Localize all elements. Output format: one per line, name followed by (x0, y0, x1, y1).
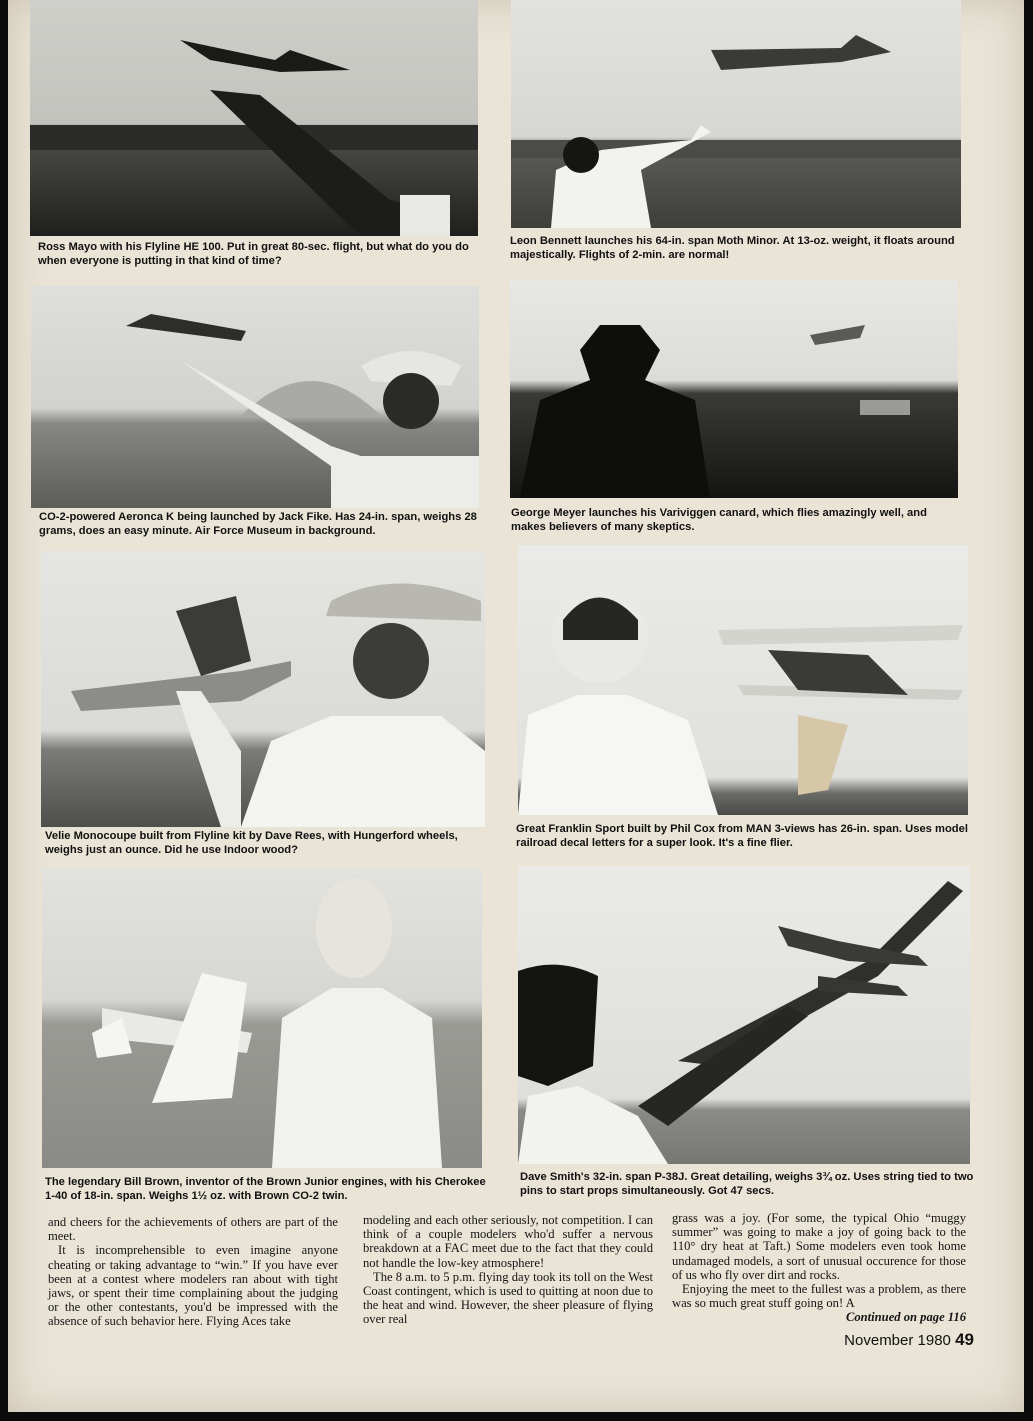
caption-7: The legendary Bill Brown, inventor of the Brown Junior engines, with his Cherokee 1-40 of 18-in. span. Weighs 1½ oz. with Brown CO-2 twin. (45, 1176, 486, 1202)
caption-2: Leon Bennett launches his 64-in. span Moth Minor. At 13-oz. weight, it floats around majestically. Flights of 2-min. are normal! (510, 235, 955, 261)
photo-velie-monocoupe (41, 551, 485, 827)
photo-george-meyer-launch (510, 280, 958, 498)
magazine-page (8, 0, 1024, 1412)
page-number: 49 (955, 1330, 974, 1349)
paragraph: and cheers for the achievements of others are part of the meet. (48, 1215, 338, 1244)
caption-3: CO-2-powered Aeronca K being launched by Jack Fike. Has 24-in. span, weighs 28 grams, does an easy minute. Air Force Museum in background. (39, 511, 477, 537)
article-column-1 (48, 1215, 338, 1329)
page-footer (812, 1330, 974, 1350)
article-column-2 (363, 1213, 653, 1327)
paragraph: Enjoying the meet to the fullest was a problem, as there was so much great stuff going on! A (672, 1282, 966, 1311)
paragraph: modeling and each other seriously, not competition. I can think of a couple modelers who'd suffer a nervous breakdown at a FAC meet due to the fact that they could not handle the low-key atmosphere! (363, 1213, 653, 1270)
caption-6: Great Franklin Sport built by Phil Cox from MAN 3-views has 26-in. span. Uses model railroad decal letters for a super look. It's a fine flier. (516, 823, 968, 849)
caption-4: George Meyer launches his Variviggen canard, which flies amazingly well, and makes believers of many skeptics. (511, 507, 927, 533)
photo-jack-fike-launch (31, 286, 479, 508)
paragraph: grass was a joy. (For some, the typical Ohio “muggy summer” was going to make a joy of going back to the 110° dry heat at Taft.) Some modelers even took home undamaged models, a sort of unusual occurence for those of us who fly over dirt and rocks. (672, 1211, 966, 1282)
photo-dave-smith-p38 (518, 866, 970, 1164)
paragraph: It is incomprehensible to even imagine anyone cheating or taking advantage to “win.” If you have ever been at a contest where modelers ran about with tight jaws, or spent their time complaining about the judging or the other contestants, you'd be impressed with the absence of such behavior here. Flying Aces take (48, 1243, 338, 1329)
photo-bill-brown (42, 868, 482, 1168)
caption-8: Dave Smith's 32-in. span P-38J. Great detailing, weighs 3¾ oz. Uses string tied to two pins to start props simultaneously. Got 47 secs. (520, 1171, 974, 1197)
caption-5: Velie Monocoupe built from Flyline kit by Dave Rees, with Hungerford wheels, weighs just an ounce. Did he use Indoor wood? (45, 830, 458, 856)
paragraph: The 8 a.m. to 5 p.m. flying day took its toll on the West Coast contingent, which is used to quitting at noon due to the heat and wind. However, the sheer pleasure of flying over real (363, 1269, 653, 1327)
photo-franklin-sport (518, 545, 968, 815)
photo-ross-mayo-launch (30, 0, 478, 236)
photo-leon-bennett-launch (511, 0, 961, 228)
issue-date: November 1980 (844, 1332, 951, 1349)
caption-1: Ross Mayo with his Flyline HE 100. Put in great 80-sec. flight, but what do you do when everyone is putting in that kind of time? (38, 241, 469, 267)
continued-note: Continued on page 116 (845, 1310, 966, 1325)
article-column-3 (672, 1211, 966, 1325)
